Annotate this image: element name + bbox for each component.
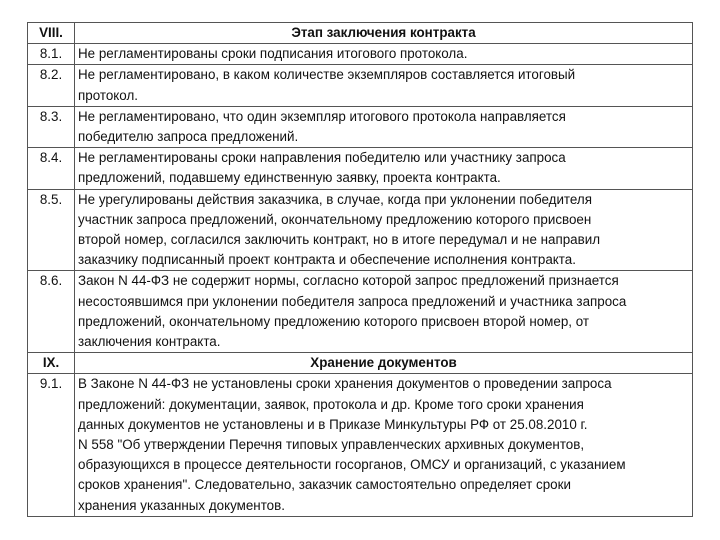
table-row	[28, 189, 693, 271]
item-number: 8.3.	[28, 106, 75, 147]
table-row	[28, 271, 693, 353]
item-text-line: заказчику подписанный проект контракта и обеспечение исполнения контракта.	[78, 252, 576, 268]
item-text-line: Не регламентированы сроки подписания итогового протокола.	[78, 46, 468, 62]
item-text	[75, 189, 693, 271]
item-text	[75, 65, 693, 106]
item-text-line: предложений, окончательному предложению которого присвоен второй номер, от	[78, 313, 590, 329]
section-header-row	[28, 23, 693, 44]
section-title: Этап заключения контракта	[75, 23, 693, 44]
item-text-line: сроков хранения". Следовательно, заказчик самостоятельно определяет сроки	[78, 477, 571, 493]
item-text-line: образующихся в процессе деятельности госорганов, ОМСУ и организаций, с указанием	[78, 457, 626, 473]
item-text	[75, 374, 693, 516]
section-number: VIII.	[28, 23, 75, 44]
item-text-line: Не регламентировано, что один экземпляр итогового протокола направляется	[78, 108, 566, 124]
item-text-line: заключения контракта.	[78, 334, 221, 350]
item-text	[75, 106, 693, 147]
item-text-line: второй номер, согласился заключить контракт, но в итоге передумал и не направил	[78, 232, 601, 248]
item-text-line: Закон N 44-ФЗ не содержит нормы, согласно которой запрос предложений признается	[78, 273, 619, 289]
item-text	[75, 148, 693, 189]
item-text-line: хранения указанных документов.	[78, 497, 285, 513]
item-text-line: предложений, подавшему единственную заявку, проекта контракта.	[78, 170, 501, 186]
table-row	[28, 65, 693, 106]
item-text-line: N 558 "Об утверждении Перечня типовых управленческих архивных документов,	[78, 437, 585, 453]
item-number: 8.6.	[28, 271, 75, 353]
item-text	[75, 44, 693, 65]
item-text-line: несостоявшимся при уклонении победителя запроса предложений и участника запроса	[78, 293, 627, 309]
item-text-line: победителю запроса предложений.	[78, 129, 299, 145]
contract-issues-table	[27, 22, 693, 517]
item-text-line: протокол.	[78, 87, 138, 103]
item-number: 9.1.	[28, 374, 75, 516]
table-row	[28, 374, 693, 516]
table-row	[28, 106, 693, 147]
item-text-line: предложений: документации, заявок, протокола и др. Кроме того сроки хранения	[78, 396, 584, 412]
item-number: 8.4.	[28, 148, 75, 189]
item-text-line: Не урегулированы действия заказчика, в случае, когда при уклонении победителя	[78, 191, 592, 207]
section-title: Хранение документов	[75, 353, 693, 374]
item-text-line: Не регламентированы сроки направления победителю или участнику запроса	[78, 150, 566, 166]
item-text-line: В Законе N 44-ФЗ не установлены сроки хранения документов о проведении запроса	[78, 376, 612, 392]
section-number: IX.	[28, 353, 75, 374]
item-number: 8.2.	[28, 65, 75, 106]
item-text-line: Не регламентировано, в каком количестве экземпляров составляется итоговый	[78, 67, 576, 83]
item-text-line: участник запроса предложений, окончательному предложению которого присвоен	[78, 211, 592, 227]
item-text-line: данных документов не установлены и в Приказе Минкультуры РФ от 25.08.2010 г.	[78, 416, 588, 432]
table-row	[28, 44, 693, 65]
section-header-row	[28, 353, 693, 374]
table-row	[28, 148, 693, 189]
item-number: 8.1.	[28, 44, 75, 65]
item-text	[75, 271, 693, 353]
item-number: 8.5.	[28, 189, 75, 271]
